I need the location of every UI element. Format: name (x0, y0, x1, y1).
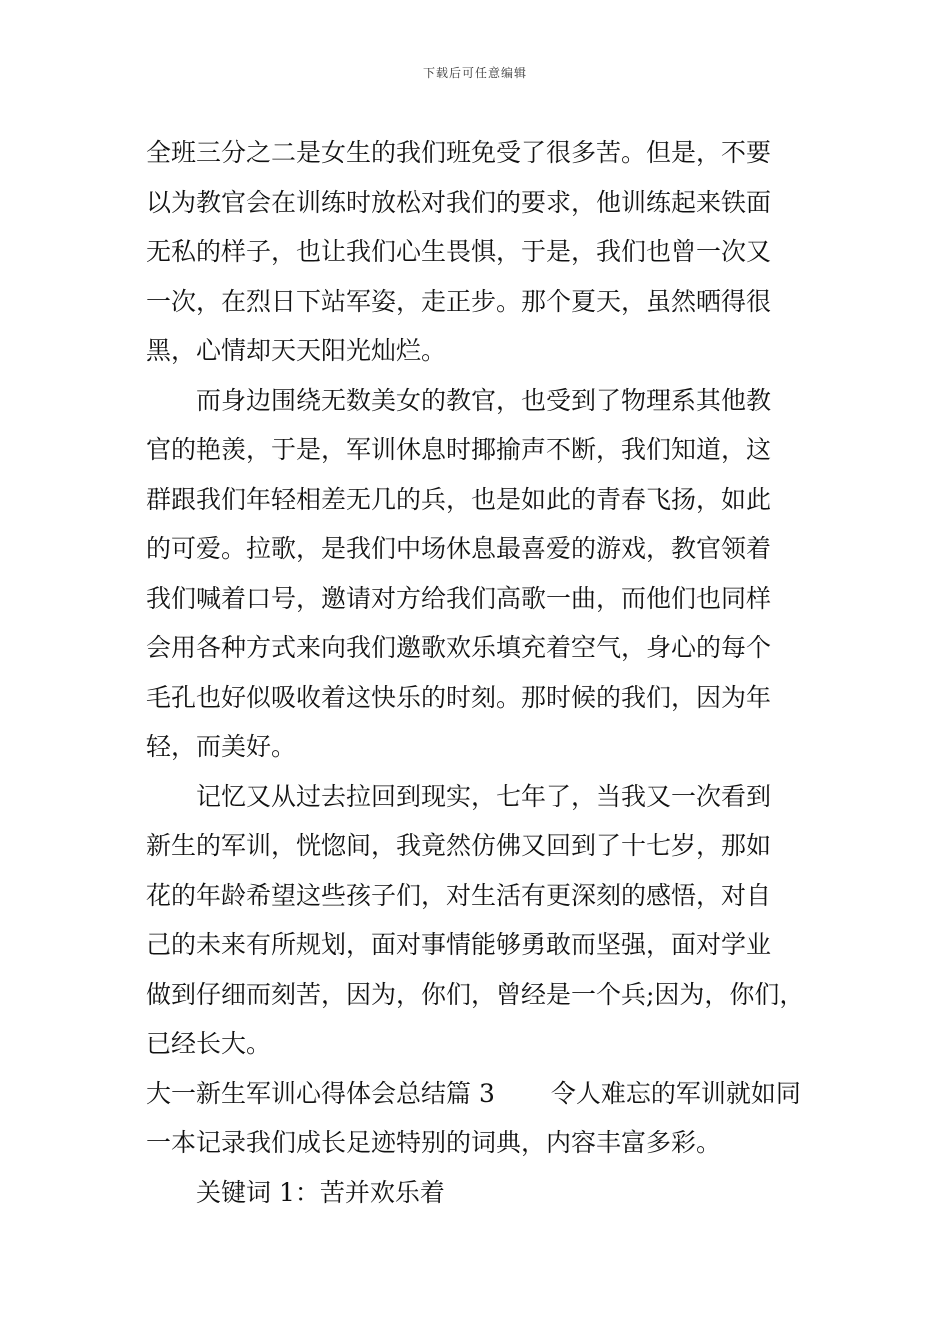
paragraph-line: 以为教官会在训练时放松对我们的要求，他训练起来铁面 (146, 187, 772, 217)
paragraph-line: 官的艳羡，于是，军训休息时揶揄声不断，我们知道，这 (146, 435, 772, 464)
paragraph-line: 我们喊着口号，邀请对方给我们高歌一曲，而他们也同样 (146, 583, 772, 613)
paragraph-line: 一次，在烈日下站军姿，走正步。那个夏天，虽然晒得很 (146, 286, 772, 316)
paragraph-line: 黑，心情却天天阳光灿烂。 (146, 336, 447, 365)
paragraph-line: 一本记录我们成长足迹特别的词典，内容丰富多彩。 (146, 1128, 722, 1157)
paragraph-line: 花的年龄希望这些孩子们，对生活有更深刻的感悟，对自 (146, 880, 772, 910)
document-body (146, 128, 826, 1217)
paragraph-line: 做到仔细而刻苦，因为，你们，曾经是一个兵;因为，你们， (146, 979, 805, 1009)
section-title: 大一新生军训心得体会总结篇 3 (146, 1078, 495, 1108)
section-heading-line (146, 1069, 826, 1119)
paragraph-line: 群跟我们年轻相差无几的兵，也是如此的青春飞扬，如此 (146, 484, 772, 514)
paragraph-line: 的可爱。拉歌，是我们中场休息最喜爱的游戏，教官领着 (146, 534, 772, 563)
paragraph-line: 记忆又从过去拉回到现实，七年了，当我又一次看到 (196, 781, 772, 811)
paragraph-line: 而身边围绕无数美女的教官，也受到了物理系其他教 (196, 385, 772, 415)
paragraph-line: 无私的样子，也让我们心生畏惧，于是，我们也曾一次又 (146, 237, 772, 266)
paragraph-line: 毛孔也好似吸收着这快乐的时刻。那时候的我们，因为年 (146, 682, 772, 712)
paragraph-line: 已经长大。 (146, 1029, 272, 1058)
page-header: 下载后可任意编辑 (422, 66, 527, 80)
paragraph-line: 会用各种方式来向我们邀歌欢乐填充着空气，身心的每个 (146, 633, 772, 662)
section-continuation: 令人难忘的军训就如同 (550, 1078, 801, 1108)
paragraph-line: 轻，而美好。 (146, 732, 297, 761)
paragraph-line: 新生的军训，恍惚间，我竟然仿佛又回到了十七岁，那如 (146, 831, 772, 860)
paragraph-line: 全班三分之二是女生的我们班免受了很多苦。但是，不要 (146, 138, 772, 167)
paragraph-line: 己的未来有所规划，面对事情能够勇敢而坚强，面对学业 (146, 930, 772, 959)
keyword-heading: 关键词 1：苦并欢乐着 (196, 1177, 445, 1207)
